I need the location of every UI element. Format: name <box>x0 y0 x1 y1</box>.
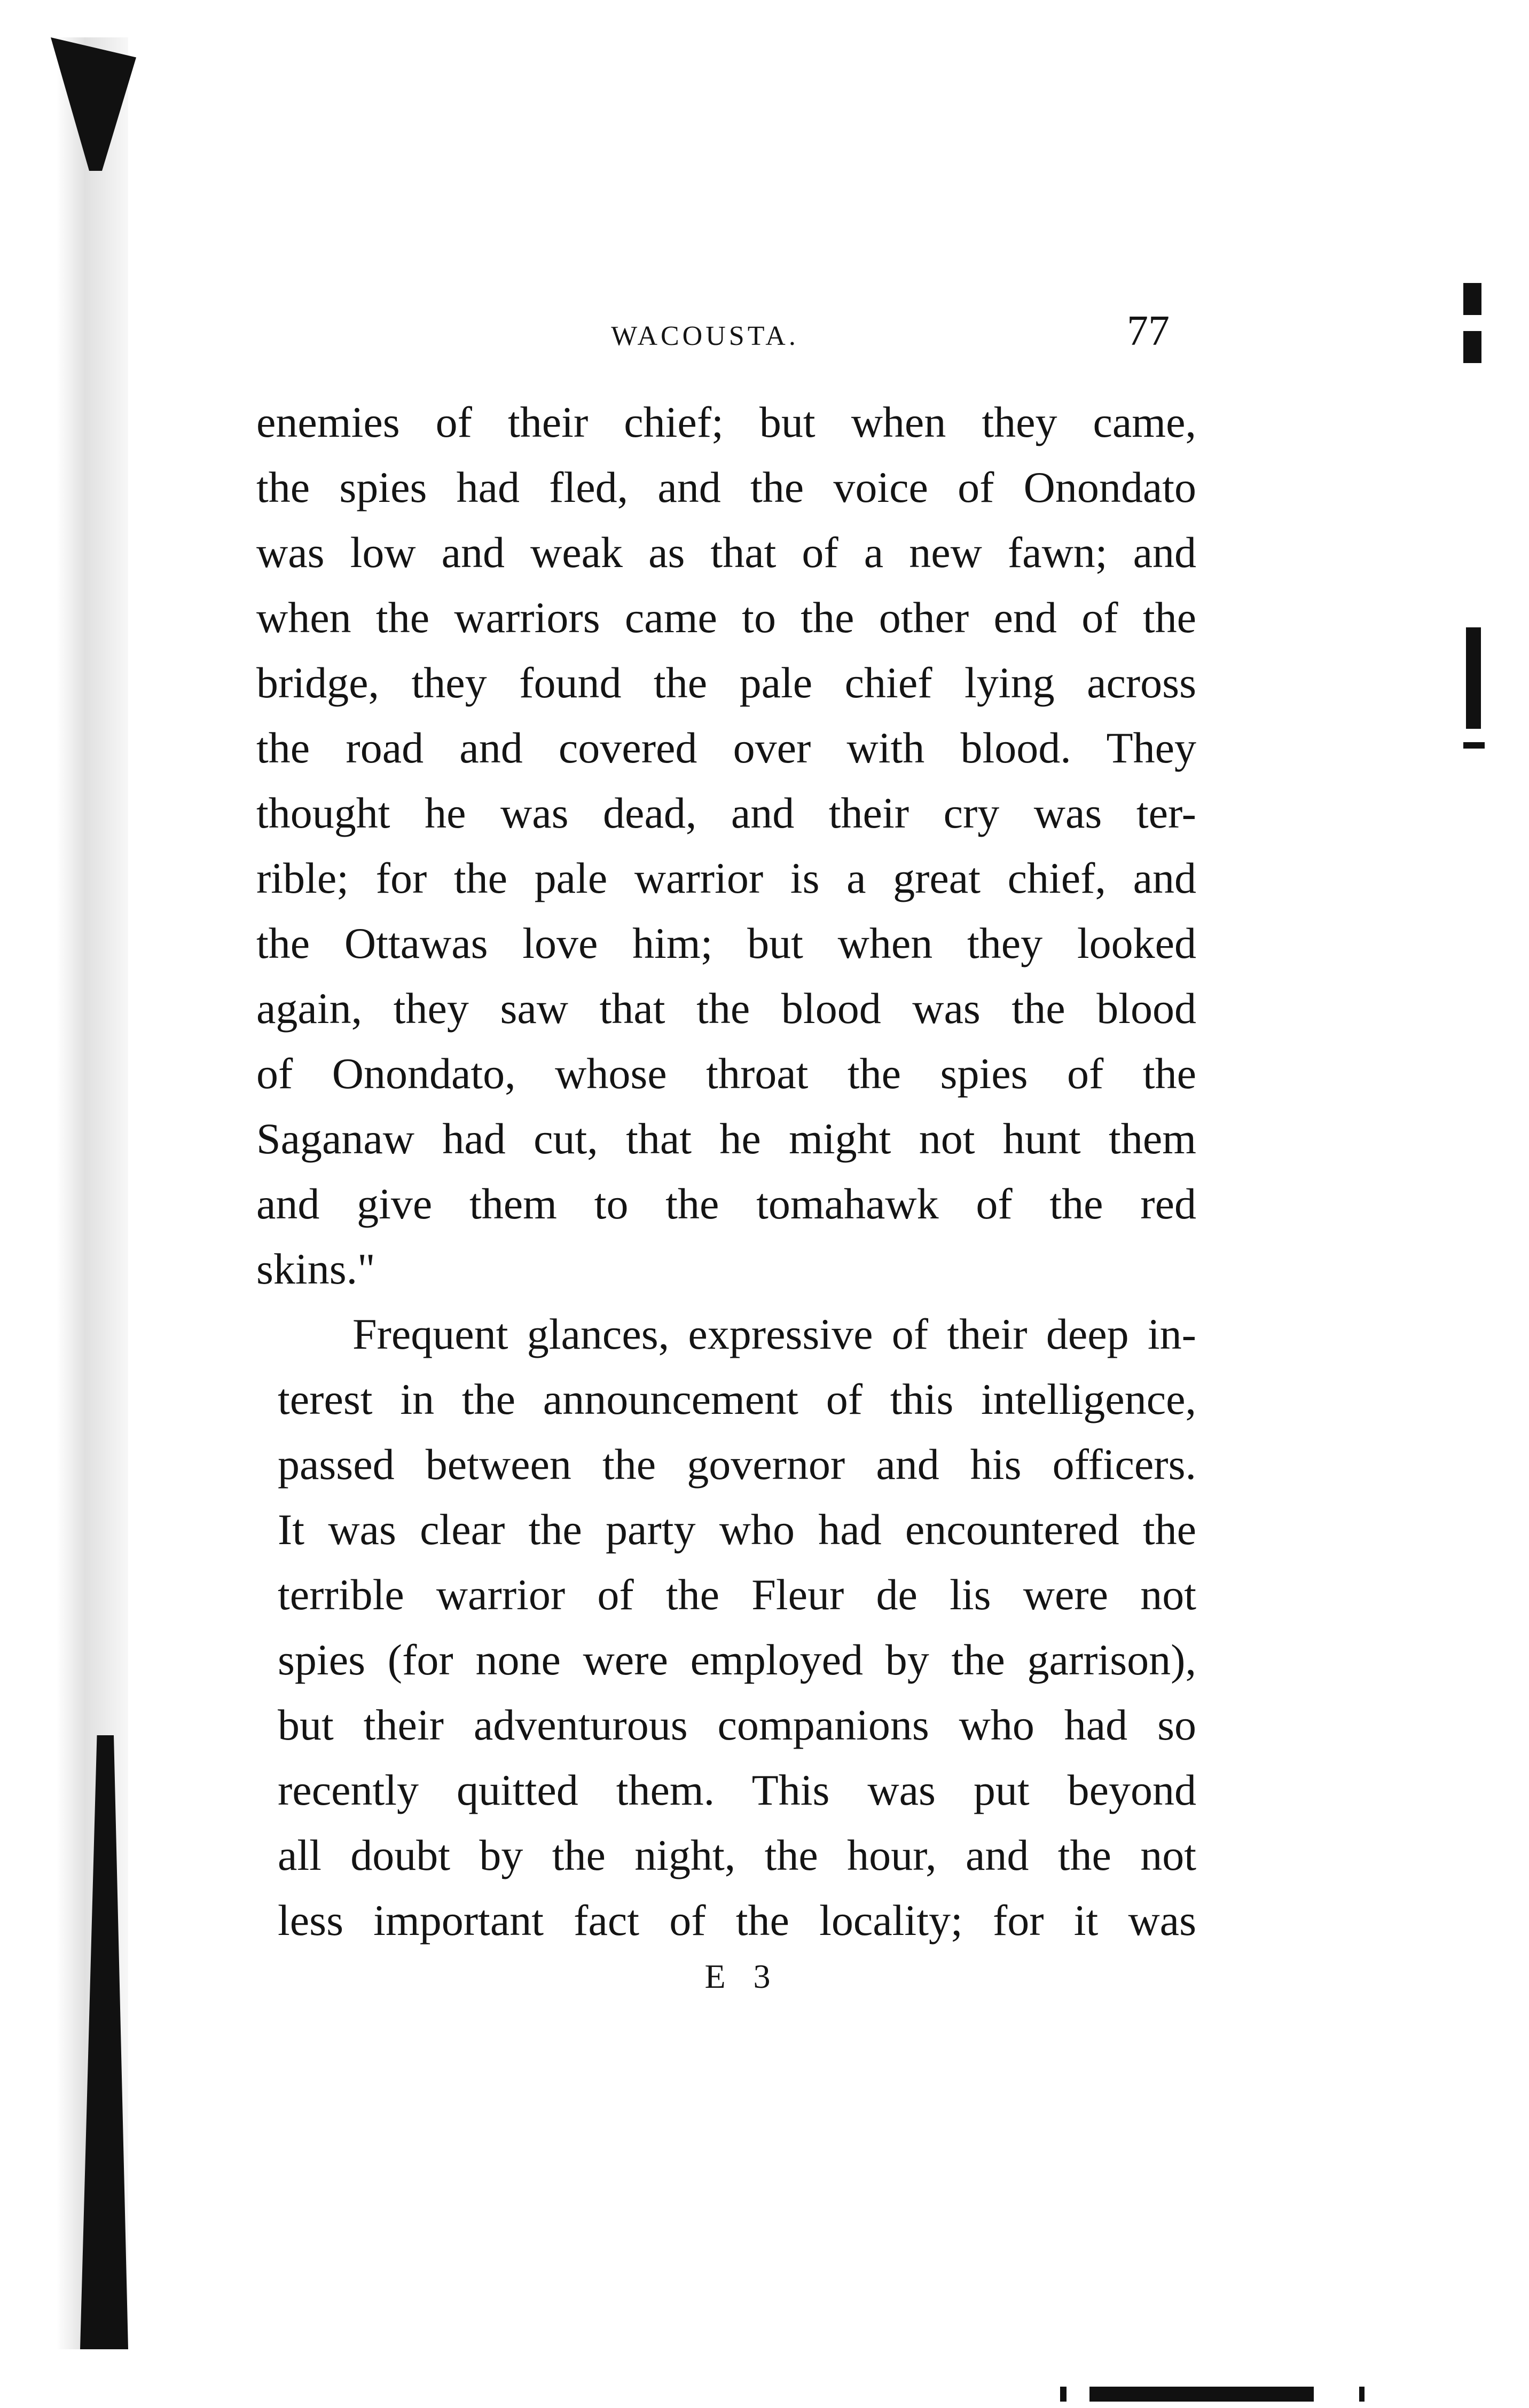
edge-mark <box>1463 331 1481 363</box>
text-line: Saganaw had cut, that he might not hunt them <box>256 1114 1196 1163</box>
text-line: and give them to the tomahawk of the red <box>256 1179 1196 1228</box>
signature-mark: E 3 <box>704 1957 780 1995</box>
text-line: bridge, they found the pale chief lying across <box>256 658 1196 707</box>
scan-bar <box>1089 2387 1314 2402</box>
paragraph <box>278 1302 1196 1953</box>
text-line: It was clear the party who had encountered the <box>278 1505 1196 1554</box>
text-line: spies (for none were employed by the garrison), <box>278 1635 1196 1684</box>
text-line: recently quitted them. This was put beyond <box>278 1766 1196 1814</box>
text-block <box>256 390 1196 1953</box>
text-line: of Onondato, whose throat the spies of the <box>256 1049 1196 1098</box>
scan-bar <box>1060 2387 1067 2402</box>
text-line: the spies had fled, and the voice of Onondato <box>256 463 1196 511</box>
text-line: rible; for the pale warrior is a great chief, and <box>256 854 1196 902</box>
text-line: terest in the announcement of this intelligence, <box>278 1375 1196 1423</box>
text-line: all doubt by the night, the hour, and the not <box>278 1831 1196 1879</box>
text-line: terrible warrior of the Fleur de lis were not <box>278 1570 1196 1619</box>
text-line: the Ottawas love him; but when they looked <box>256 919 1196 967</box>
paragraph <box>256 390 1196 1302</box>
text-line: again, they saw that the blood was the blood <box>256 984 1196 1033</box>
scan-bar <box>1359 2387 1365 2402</box>
page-number: 77 <box>1127 308 1170 355</box>
edge-mark <box>1463 742 1485 749</box>
text-line: passed between the governor and his officers. <box>278 1440 1196 1489</box>
text-line: was low and weak as that of a new fawn; and <box>256 528 1196 577</box>
text-line: the road and covered over with blood. They <box>256 723 1196 772</box>
text-line: less important fact of the locality; for it was <box>278 1896 1196 1945</box>
text-line: skins." <box>256 1245 375 1293</box>
text-line: when the warriors came to the other end of the <box>256 593 1196 642</box>
edge-mark <box>1463 283 1481 315</box>
text-line: Frequent glances, expressive of their deep in- <box>352 1310 1196 1358</box>
running-title: WACOUSTA. <box>611 321 799 351</box>
text-line: enemies of their chief; but when they came, <box>256 398 1196 446</box>
edge-mark <box>1466 627 1481 729</box>
text-line: thought he was dead, and their cry was ter- <box>256 789 1196 837</box>
text-line: but their adventurous companions who had so <box>278 1701 1196 1749</box>
